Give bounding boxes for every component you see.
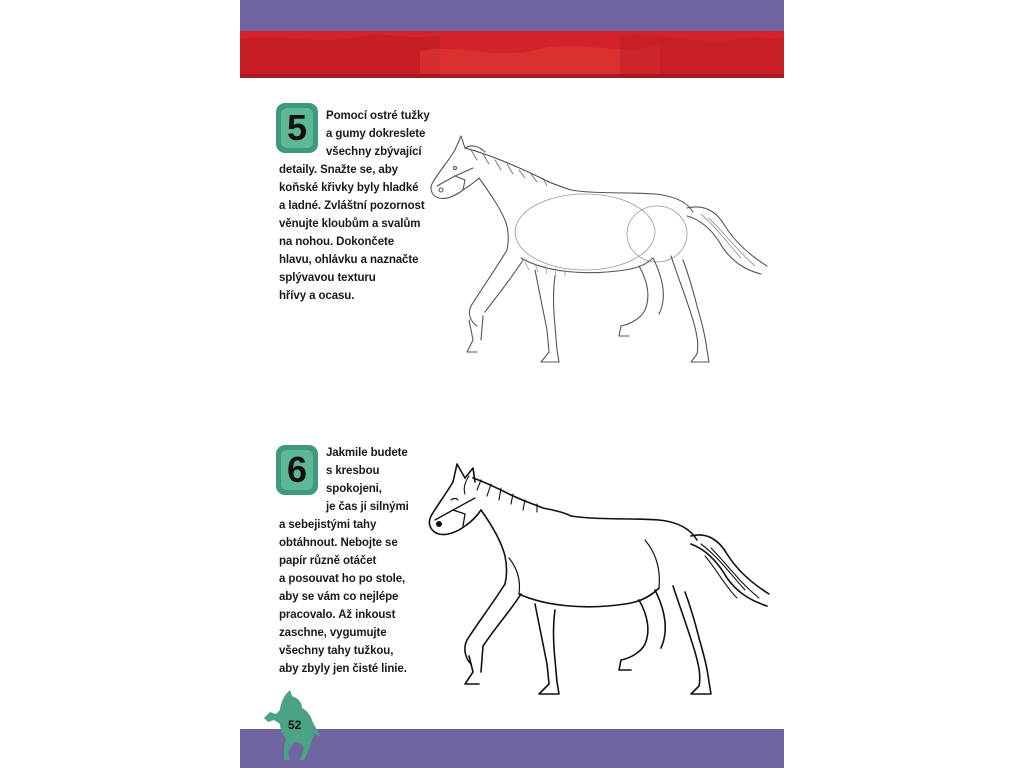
red-band-pattern xyxy=(240,31,784,78)
step-6-text-line: zaschne, vygumujte xyxy=(279,627,387,639)
step-5-text-line: věnujte kloubům a svalům xyxy=(279,218,421,230)
book-page xyxy=(240,0,784,768)
step-5-text-line: a gumy dokreslete xyxy=(326,128,426,140)
step-6-text-line: obtáhnout. Nebojte se xyxy=(279,537,398,549)
step-5-badge xyxy=(276,103,318,153)
step-6-text-line: pracovalo. Až inkoust xyxy=(279,609,396,621)
step-6-text-line: je čas ji silnými xyxy=(326,501,409,513)
step-6-text-line: papír různě otáčet xyxy=(279,555,377,567)
step-6-text-line: všechny tahy tužkou, xyxy=(279,645,394,657)
step-6-text-line: s kresbou xyxy=(326,465,380,477)
step-6-text-line: aby zbyly jen čisté linie. xyxy=(279,663,407,675)
step-5-text-line: a ladné. Zvláštní pozornost xyxy=(279,200,425,212)
step-5-text-line: splývavou texturu xyxy=(279,272,376,284)
step-6-text-line: Jakmile budete xyxy=(326,447,408,459)
step-5-text-line: všechny zbývající xyxy=(326,146,422,158)
bottom-purple-band xyxy=(240,729,784,768)
step-5-text-line: koňské křivky byly hladké xyxy=(279,182,419,194)
horse-ink-drawing xyxy=(425,460,775,705)
step-5-text-line: na nohou. Dokončete xyxy=(279,236,395,248)
step-6-text-line: a sebejistými tahy xyxy=(279,519,377,531)
horse-pencil-sketch xyxy=(425,130,775,370)
step-6-number: 6 xyxy=(281,450,313,490)
step-5-number: 5 xyxy=(281,108,313,148)
red-decorative-band xyxy=(240,31,784,78)
page-number: 52 xyxy=(288,718,302,732)
step-5-text-line: hřívy a ocasu. xyxy=(279,290,355,302)
step-6-text-line: aby se vám co nejlépe xyxy=(279,591,399,603)
step-6-text-line: a posouvat ho po stole, xyxy=(279,573,406,585)
step-5-text-line: Pomocí ostré tužky xyxy=(326,110,430,122)
top-purple-band xyxy=(240,0,784,31)
step-6-text-line: spokojeni, xyxy=(326,483,382,495)
step-5-text-line: detaily. Snažte se, aby xyxy=(279,164,398,176)
step-5-text-line: hlavu, ohlávku a naznačte xyxy=(279,254,419,266)
step-6-badge xyxy=(276,445,318,495)
